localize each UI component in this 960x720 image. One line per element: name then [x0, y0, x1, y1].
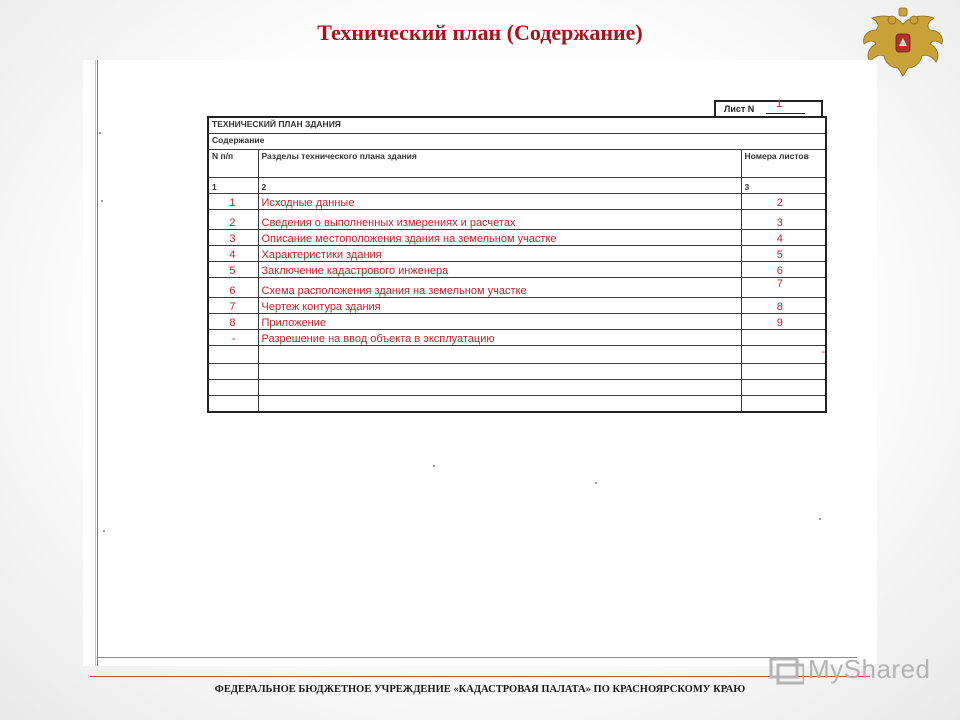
row-sheets: 9	[741, 314, 826, 330]
row-sheets: 7	[741, 278, 826, 298]
row-section: Приложение	[258, 314, 741, 330]
row-number: 1	[208, 194, 258, 210]
row-number: 2	[208, 210, 258, 230]
row-section: Характеристики здания	[258, 246, 741, 262]
column-header-section: Разделы технического плана здания	[258, 150, 741, 178]
row-section: Исходные данные	[258, 194, 741, 210]
contents-table	[207, 116, 827, 413]
row-sheets: 5	[741, 246, 826, 262]
row-number: -	[208, 330, 258, 346]
row-sheets: 4	[741, 230, 826, 246]
row-sheets: 8	[741, 298, 826, 314]
table-row	[208, 314, 826, 330]
row-sheets: 3	[741, 210, 826, 230]
table-row	[208, 298, 826, 314]
row-number: 7	[208, 298, 258, 314]
scanned-document-page	[83, 60, 877, 666]
slideshow-icon	[768, 656, 804, 686]
column-header-sheets: Номера листов	[741, 150, 826, 178]
row-sheets: 6	[741, 262, 826, 278]
table-row	[208, 262, 826, 278]
row-number: 8	[208, 314, 258, 330]
column-number: 2	[258, 178, 741, 194]
table-row	[208, 210, 826, 230]
document-subheading: Содержание	[208, 134, 826, 150]
table-row	[208, 278, 826, 298]
row-section: Описание местоположения здания на земельном участке	[258, 230, 741, 246]
column-number: 1	[208, 178, 258, 194]
row-section: Заключение кадастрового инженера	[258, 262, 741, 278]
row-number: 3	[208, 230, 258, 246]
row-section: Сведения о выполненных измерениях и расчетах	[258, 210, 741, 230]
column-header-num: N п/п	[208, 150, 258, 178]
footer-divider	[90, 676, 870, 677]
row-section: Разрешение на ввод объекта в эксплуатацию	[258, 330, 741, 346]
table-row	[208, 230, 826, 246]
slide-title: Технический план (Содержание)	[317, 20, 643, 45]
row-section: Чертеж контура здания	[258, 298, 741, 314]
table-row	[208, 364, 826, 380]
row-sheets	[741, 330, 826, 346]
document-heading: ТЕХНИЧЕСКИЙ ПЛАН ЗДАНИЯ	[208, 117, 826, 134]
table-row	[208, 194, 826, 210]
table-row	[208, 330, 826, 346]
column-number: 3	[741, 178, 826, 194]
sheet-number-box	[714, 100, 823, 116]
row-number: 6	[208, 278, 258, 298]
table-row	[208, 346, 826, 364]
sheet-number-label: Лист N	[724, 104, 755, 114]
sheet-number-value: 1	[776, 98, 783, 110]
footer-text: ФЕДЕРАЛЬНОЕ БЮДЖЕТНОЕ УЧРЕЖДЕНИЕ «КАДАСТРОВАЯ ПАЛАТА» ПО КРАСНОЯРСКОМУ КРАЮ	[214, 684, 746, 695]
row-sheets: 2	[741, 194, 826, 210]
row-number: 4	[208, 246, 258, 262]
row-number: 5	[208, 262, 258, 278]
table-row	[208, 380, 826, 396]
row-section: Схема расположения здания на земельном участке	[258, 278, 741, 298]
row-sheets: -	[741, 346, 826, 364]
table-row	[208, 396, 826, 413]
watermark-text: MyShared	[808, 654, 931, 684]
table-row	[208, 246, 826, 262]
